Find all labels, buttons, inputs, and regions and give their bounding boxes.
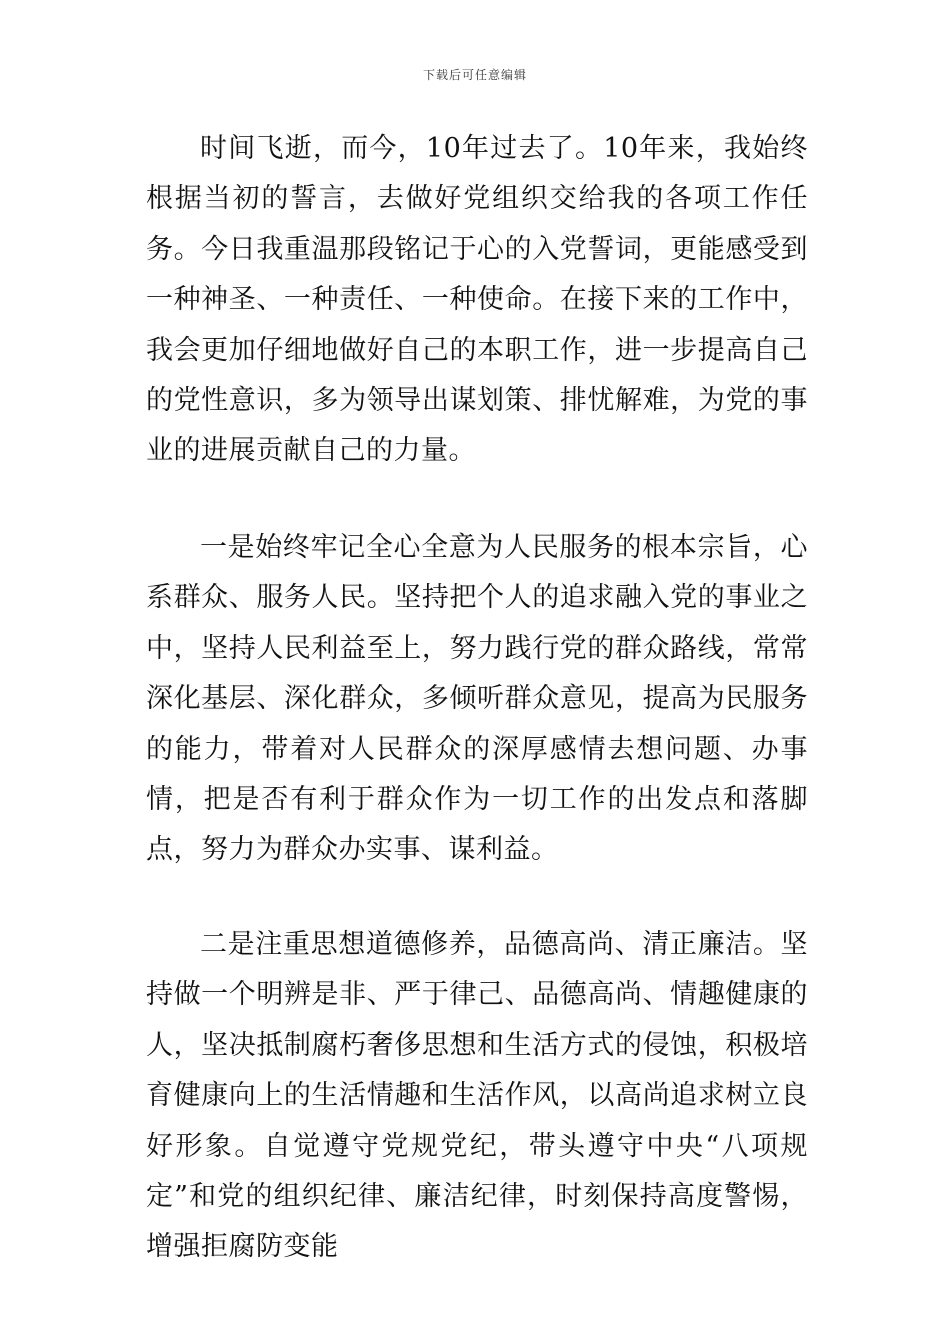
paragraph-reflection: 时间飞逝，而今，10年过去了。10年来，我始终根据当初的誓言，去做好党组织交给我的各项工作任务。今日我重温那段铭记于心的入党誓词，更能感受到一种神圣、一种责任、一种使命。在接下来的工作中，我会更加仔细地做好自己的本职工作，进一步提高自己的党性意识，多为领导出谋划策、排忧解难，为党的事业的进展贡献自己的力量。 bbox=[146, 133, 808, 467]
header-note: 下载后可任意编辑 bbox=[422, 68, 527, 82]
paragraph-point-one: 一是始终牢记全心全意为人民服务的根本宗旨，心系群众、服务人民。坚持把个人的追求融入党的事业之中，坚持人民利益至上，努力践行党的群众路线，常常深化基层、深化群众，多倾听群众意见，提高为民服务的能力，带着对人民群众的深厚感情去想问题、办事情，把是否有利于群众作为一切工作的出发点和落脚点，努力为群众办实事、谋利益。 bbox=[146, 532, 808, 866]
paragraph-point-two: 二是注重思想道德修养，品德高尚、清正廉洁。坚持做一个明辨是非、严于律己、品德高尚、情趣健康的人，坚决抵制腐朽奢侈思想和生活方式的侵蚀，积极培育健康向上的生活情趣和生活作风，以高尚追求树立良好形象。自觉遵守党规党纪，带头遵守中央“八项规定”和党的组织纪律、廉洁纪律，时刻保持高度警惕，增强拒腐防变能 bbox=[146, 929, 808, 1263]
